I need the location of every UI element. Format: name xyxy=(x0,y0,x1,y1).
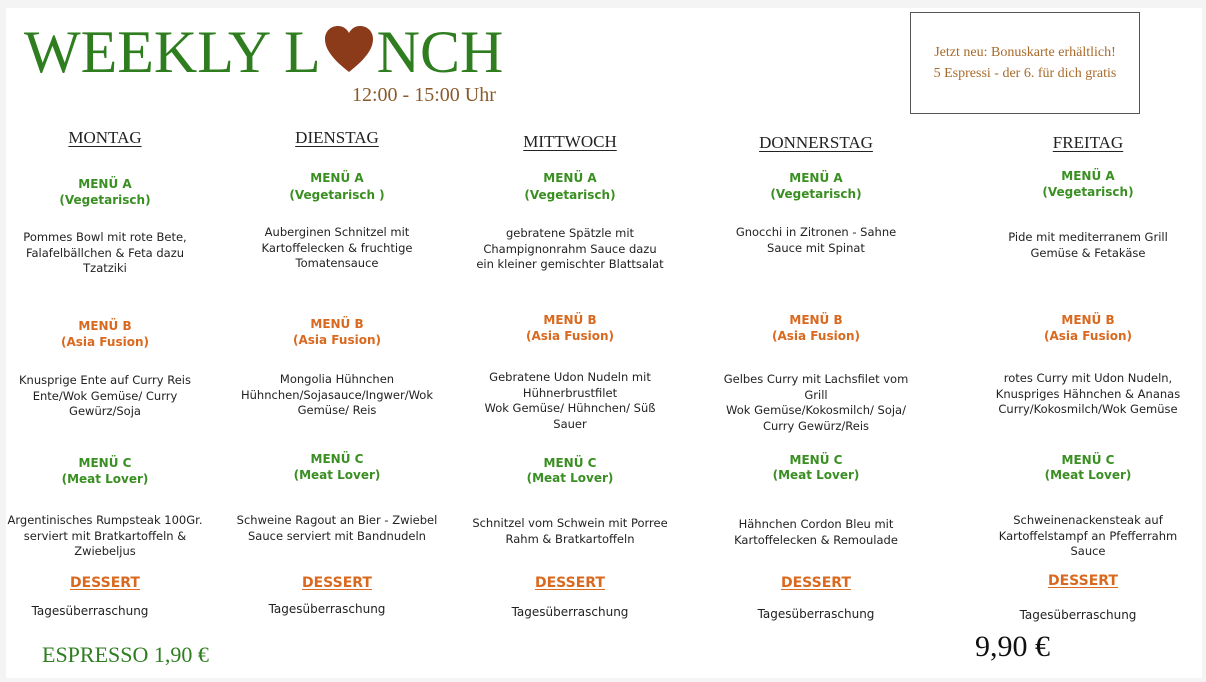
menu-a-dish xyxy=(0,230,220,277)
menu-c-title: MENÜ C xyxy=(1061,453,1115,467)
day-heading: MITTWOCH xyxy=(523,132,617,151)
dish-line: Falafelbällchen & Feta dazu xyxy=(25,245,185,260)
dish-line: Sauer xyxy=(553,416,587,431)
dish-line: Sauce serviert mit Bandnudeln xyxy=(248,528,426,543)
dish-line: Wok Gemüse/ Hühnchen/ Süß xyxy=(484,401,656,415)
title-left: WEEKLY L xyxy=(24,19,321,85)
dessert-heading: DESSERT xyxy=(1048,573,1118,589)
dish-line: Champignonrahm Sauce dazu xyxy=(483,241,657,256)
dish-line: Curry/Kokosmilch/Wok Gemüse xyxy=(998,402,1178,416)
menu-b-subtitle: (Asia Fusion) xyxy=(772,329,860,343)
menu-c-title: MENÜ C xyxy=(543,456,597,470)
dish-line: Hähnchen Cordon Bleu mit xyxy=(738,517,894,531)
menu-c-title: MENÜ C xyxy=(789,453,843,467)
dessert-heading: DESSERT xyxy=(70,575,140,591)
dish-line: Tomatensauce xyxy=(295,256,379,270)
menu-b-dish xyxy=(701,372,931,434)
menu-a-title: MENÜ A xyxy=(310,171,364,185)
promo-line-1: Jetzt neu: Bonuskarte erhältlich! xyxy=(934,45,1116,60)
menu-b-title: MENÜ B xyxy=(78,319,132,333)
menu-c-subtitle: (Meat Lover) xyxy=(526,471,614,485)
dish-line: Gnocchi in Zitronen - Sahne xyxy=(735,225,897,239)
espresso-price: ESPRESSO 1,90 € xyxy=(42,642,209,667)
dish-line: rotes Curry mit Udon Nudeln, xyxy=(1003,371,1173,385)
menu-c-subtitle: (Meat Lover) xyxy=(772,468,860,482)
heart-icon xyxy=(323,24,375,76)
menu-a-dish xyxy=(435,226,705,273)
menu-b-subtitle: (Asia Fusion) xyxy=(293,333,381,347)
menu-a-title: MENÜ A xyxy=(78,177,132,191)
dessert-heading: DESSERT xyxy=(302,575,372,591)
bonus-card-box xyxy=(910,12,1140,114)
dish-line: Grill xyxy=(804,387,828,402)
menu-c-dish xyxy=(0,513,220,560)
day-heading: DONNERSTAG xyxy=(759,133,873,152)
dish-line: Hühnchen/Sojasauce/Ingwer/Wok xyxy=(241,387,433,402)
menu-price: 9,90 € xyxy=(975,630,1050,663)
dish-line: Schnitzel vom Schwein mit Porree xyxy=(472,516,668,530)
menu-b-subtitle: (Asia Fusion) xyxy=(61,335,149,349)
dish-line: Gelbes Curry mit Lachsfilet vom xyxy=(723,372,909,386)
menu-a-subtitle: (Vegetarisch) xyxy=(770,187,862,201)
day-heading: FREITAG xyxy=(1052,133,1124,152)
dish-line: Argentinisches Rumpsteak 100Gr. xyxy=(7,513,203,527)
menu-c-subtitle: (Meat Lover) xyxy=(1044,468,1132,482)
dessert-item: Tagesüberraschung xyxy=(1019,608,1137,622)
day-heading: MONTAG xyxy=(68,128,142,147)
menu-b-title: MENÜ B xyxy=(543,313,597,327)
dish-line: Hühnerbrustfilet xyxy=(522,385,618,400)
menu-a-title: MENÜ A xyxy=(789,171,843,185)
dish-line: Mongolia Hühnchen xyxy=(279,372,395,386)
dish-line: Auberginen Schnitzel mit xyxy=(264,225,410,239)
menu-b-subtitle: (Asia Fusion) xyxy=(526,329,614,343)
dessert-item: Tagesüberraschung xyxy=(268,602,386,616)
menu-c-subtitle: (Meat Lover) xyxy=(61,472,149,486)
day-heading: DIENSTAG xyxy=(295,128,379,147)
dish-line: Ente/Wok Gemüse/ Curry xyxy=(32,388,178,403)
menu-b-dish xyxy=(455,370,685,432)
dish-line: Gebratene Udon Nudeln mit xyxy=(489,370,651,384)
menu-a-title: MENÜ A xyxy=(1061,169,1115,183)
dessert-heading: DESSERT xyxy=(781,575,851,591)
menu-c-dish xyxy=(202,513,472,544)
menu-b-title: MENÜ B xyxy=(789,313,843,327)
dessert-item: Tagesüberraschung xyxy=(757,607,875,621)
dish-line: Pommes Bowl mit rote Bete, xyxy=(23,230,187,244)
menu-b-subtitle: (Asia Fusion) xyxy=(1044,329,1132,343)
dish-line: Rahm & Bratkartoffeln xyxy=(505,531,635,546)
menu-a-subtitle: (Vegetarisch) xyxy=(59,193,151,207)
menu-c-dish xyxy=(435,516,705,547)
menu-b-title: MENÜ B xyxy=(1061,313,1115,327)
dish-line: serviert mit Bratkartoffeln & xyxy=(23,528,187,543)
title-right: NCH xyxy=(376,19,504,85)
opening-hours: 12:00 - 15:00 Uhr xyxy=(352,84,496,106)
dish-line: Schweine Ragout an Bier - Zwiebel xyxy=(236,513,438,527)
dish-line: gebratene Spätzle mit xyxy=(505,226,635,240)
dessert-item: Tagesüberraschung xyxy=(511,605,629,619)
menu-c-dish xyxy=(701,517,931,548)
dish-line: Sauce xyxy=(1070,544,1106,558)
dish-line: Curry Gewürz/Reis xyxy=(762,418,870,433)
menu-b-dish xyxy=(963,371,1206,418)
dish-line: Gemüse/ Reis xyxy=(297,403,377,417)
dish-line: Gewürz/Soja xyxy=(69,404,141,418)
menu-c-dish xyxy=(963,513,1206,560)
menu-c-subtitle: (Meat Lover) xyxy=(293,468,381,482)
dish-line: Sauce mit Spinat xyxy=(767,240,865,255)
dish-line: Tzatziki xyxy=(83,261,127,275)
dessert-item: Tagesüberraschung xyxy=(31,604,149,618)
menu-a-dish xyxy=(701,225,931,256)
menu-b-dish xyxy=(0,373,220,420)
dish-line: ein kleiner gemischter Blattsalat xyxy=(476,257,664,271)
menu-b-dish xyxy=(222,372,452,419)
dish-line: Schweinenackensteak auf xyxy=(1013,513,1163,527)
menu-a-subtitle: (Vegetarisch ) xyxy=(289,188,385,202)
dish-line: Zwiebeljus xyxy=(74,544,136,558)
page-title xyxy=(24,20,503,84)
menu-a-dish xyxy=(222,225,452,272)
menu-a-subtitle: (Vegetarisch) xyxy=(524,188,616,202)
menu-a-dish xyxy=(973,230,1203,261)
dish-line: Kartoffelecken & Remoulade xyxy=(734,532,898,547)
dish-line: Wok Gemüse/Kokosmilch/ Soja/ xyxy=(726,403,906,417)
dish-line: Pide mit mediterranem Grill xyxy=(1008,230,1168,244)
menu-c-title: MENÜ C xyxy=(78,456,132,470)
menu-a-title: MENÜ A xyxy=(543,171,597,185)
menu-a-subtitle: (Vegetarisch) xyxy=(1042,185,1134,199)
menu-b-title: MENÜ B xyxy=(310,317,364,331)
dessert-heading: DESSERT xyxy=(535,575,605,591)
dish-line: Kartoffelecken & fruchtige xyxy=(261,240,413,255)
dish-line: Knuspriges Hähnchen & Ananas xyxy=(995,386,1181,401)
dish-line: Kartoffelstampf an Pfefferrahm xyxy=(998,528,1178,543)
dish-line: Gemüse & Fetakäse xyxy=(1030,245,1146,260)
dish-line: Knusprige Ente auf Curry Reis xyxy=(19,373,191,387)
promo-line-2: 5 Espressi - der 6. für dich gratis xyxy=(933,66,1117,81)
menu-c-title: MENÜ C xyxy=(310,452,364,466)
